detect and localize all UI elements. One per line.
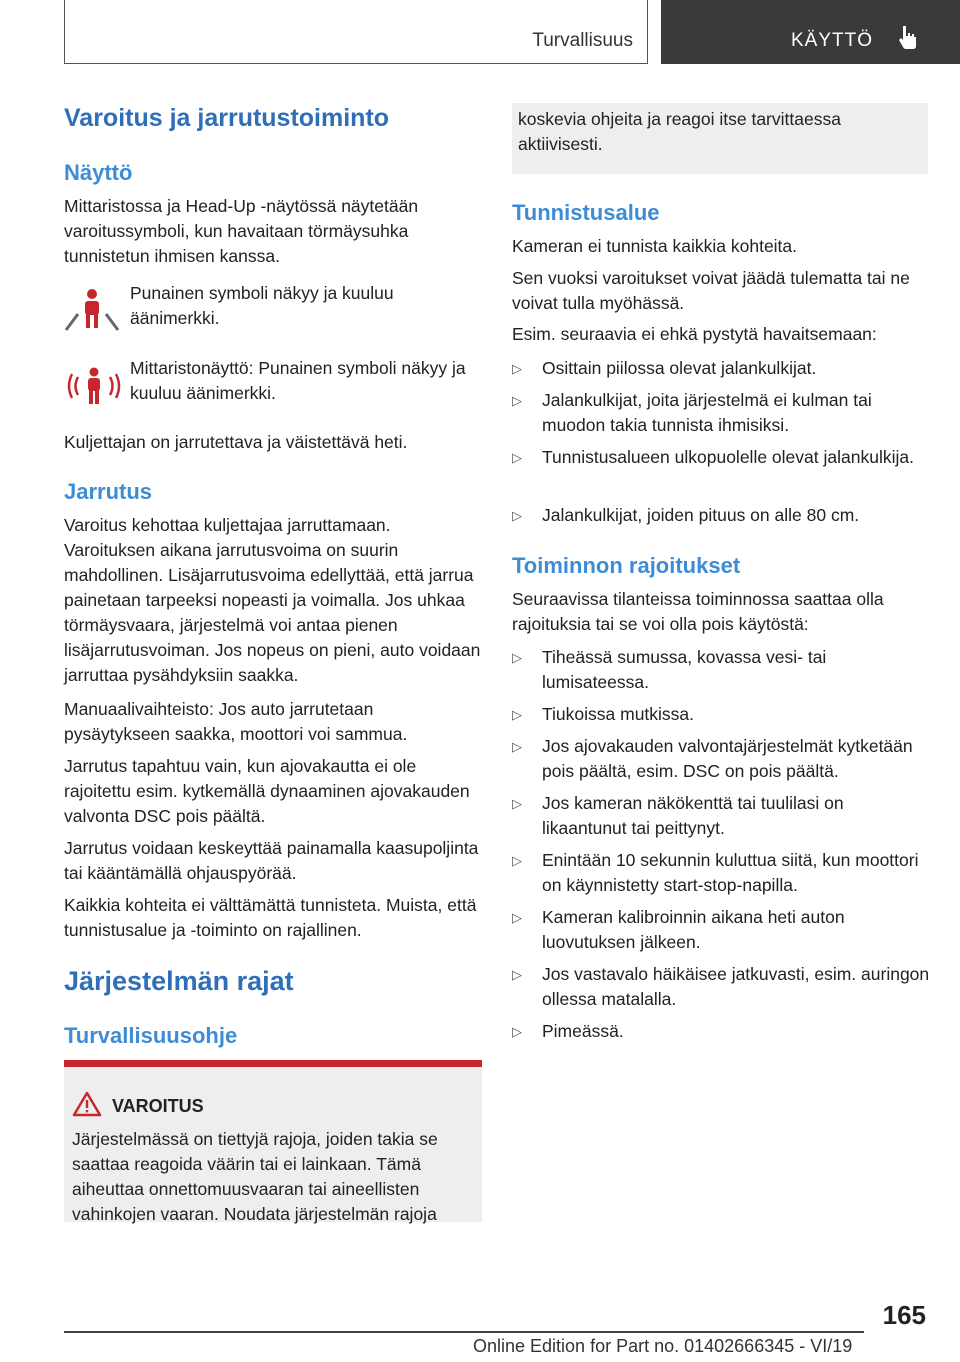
jarrutus-p4: Jarrutus voidaan keskeyttää painamalla kaasupoljinta tai kääntämällä ohjauspyörää. bbox=[64, 838, 479, 883]
header-section-box bbox=[64, 0, 648, 64]
tunnistusalue-p1: Kameran ei tunnista kaikkia kohteita. bbox=[512, 236, 798, 256]
warning-continuation-text: koskevia ohjeita ja reagoi itse tarvittaessa aktiivisesti. bbox=[518, 109, 841, 154]
jarrutus-p3: Jarrutus tapahtuu vain, kun ajovakautta ei ole rajoitettu esim. kytkemällä dynaaminen ajovakauden valvonta DSC pois päältä. bbox=[64, 756, 470, 826]
footer-edition: Online Edition for Part no. 01402666345 - VI/19 bbox=[473, 1336, 853, 1356]
warning-title: VAROITUS bbox=[112, 1096, 204, 1116]
warning-text: Järjestelmässä on tiettyjä rajoja, joiden takia se saattaa reagoida väärin tai ei lainkaan. Tämä aiheuttaa onnettomuusvaaran tai aineellisten vahinkojen vaaran. Noudata järjestelmän rajoja bbox=[72, 1129, 438, 1224]
heading-nayto: Näyttö bbox=[64, 160, 133, 185]
heading-safety-note: Turvallisuusohje bbox=[64, 1023, 238, 1048]
header-chapter-tab[interactable] bbox=[661, 0, 960, 64]
pedestrian-sound-icon bbox=[64, 366, 124, 406]
jarrutus-p1: Varoitus kehottaa kuljettajaa jarruttamaan. Varoituksen aikana jarrutusvoima on suurin mahdollinen. Lisäjarrutusvoima edellyttää, että jarrua painetaan tarpeeksi nopeasti ja voimalla. Jos uhkaa törmäysvaara, järjestelmä voi antaa pienen lisäjarrutusvoiman. Jos nopeus on pieni, auto voidaan jarruttaa pysähdyksiin saakka. bbox=[64, 515, 481, 685]
section-title: Varoitus ja jarrutustoiminto bbox=[64, 104, 390, 132]
warning-box bbox=[64, 1060, 482, 1222]
nayto-intro: Mittaristossa ja Head-Up -näytössä näytetään varoitussymboli, kun havaitaan törmäysuhka tunnistetun ihmisen kanssa. bbox=[64, 196, 419, 266]
pedestrian-warning-icon bbox=[64, 286, 120, 332]
hand-pointer-icon bbox=[897, 24, 921, 50]
heading-jarrutus: Jarrutus bbox=[64, 479, 153, 504]
page-number: 165 bbox=[882, 1300, 926, 1330]
icon1-text: Punainen symboli näkyy ja kuuluu äänimerkki. bbox=[130, 283, 394, 328]
heading-rajoitukset: Toiminnon rajoitukset bbox=[512, 553, 741, 578]
heading-tunnistusalue: Tunnistusalue bbox=[512, 200, 660, 225]
rajoitukset-intro: Seuraavissa tilanteissa toiminnossa saattaa olla rajoituksia tai se voi olla pois käytöstä: bbox=[512, 589, 884, 634]
header-chapter-label: KÄYTTÖ bbox=[791, 30, 874, 51]
heading-system-limits: Järjestelmän rajat bbox=[64, 966, 294, 996]
warning-continuation-box bbox=[512, 103, 928, 174]
jarrutus-p2: Manuaalivaihteisto: Jos auto jarrutetaan pysäytykseen saakka, moottori voi sammua. bbox=[64, 699, 408, 744]
footer-divider bbox=[64, 1331, 864, 1333]
tunnistusalue-p2: Sen vuoksi varoitukset voivat jäädä tulematta tai ne voivat tulla myöhässä. bbox=[512, 268, 910, 313]
jarrutus-p5: Kaikkia kohteita ei välttämättä tunnisteta. Muista, että tunnistusalue ja -toiminto on rajallinen. bbox=[64, 895, 477, 940]
header-section-label: Turvallisuus bbox=[532, 30, 633, 51]
icon2-text: Mittaristonäyttö: Punainen symboli näkyy ja kuuluu äänimerkki. bbox=[130, 358, 466, 403]
tunnistusalue-p3: Esim. seuraavia ei ehkä pystytä havaitsemaan: bbox=[512, 324, 877, 344]
nayto-after: Kuljettajan on jarrutettava ja väistettävä heti. bbox=[64, 432, 408, 452]
warning-triangle-icon bbox=[72, 1091, 102, 1117]
